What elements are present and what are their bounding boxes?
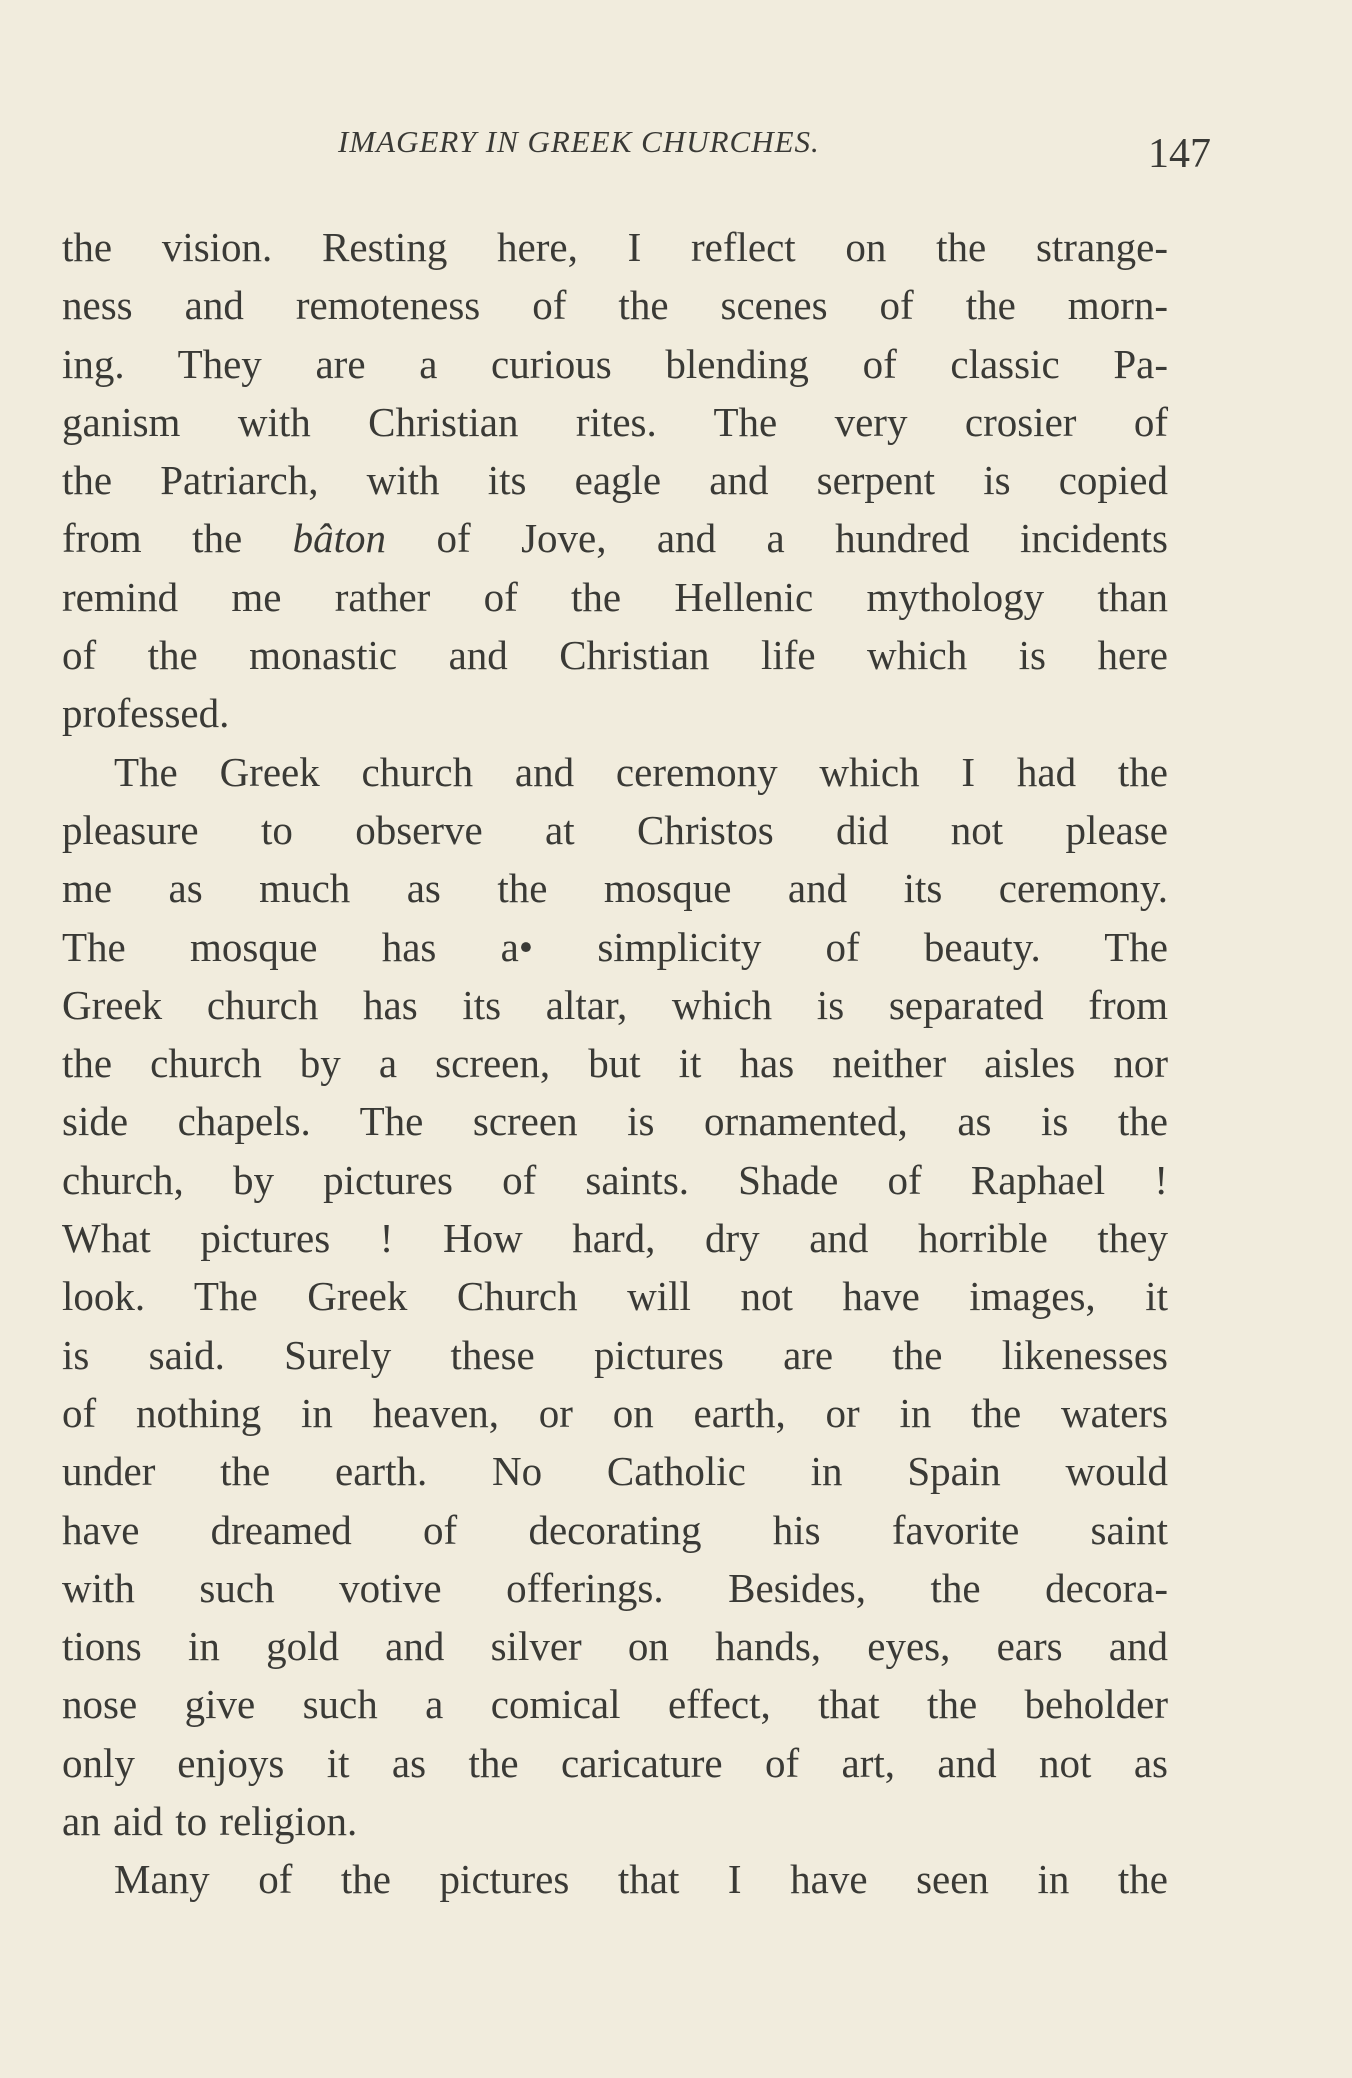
running-head: IMAGERY IN GREEK CHURCHES. xyxy=(338,124,820,159)
text-line: church, by pictures of saints. Shade of Raphael ! xyxy=(62,1156,1168,1203)
paragraph-start-line: The Greek church and ceremony which I had the xyxy=(114,748,1168,795)
text-line: What pictures ! How hard, dry and horrible they xyxy=(62,1215,1168,1262)
text-line: pleasure to observe at Christos did not please xyxy=(62,806,1168,853)
text-line: me as much as the mosque and its ceremony. xyxy=(62,865,1168,912)
text-line: an aid to religion. xyxy=(62,1798,358,1845)
text-line: the vision. Resting here, I reflect on the strange- xyxy=(62,224,1168,270)
text-line: with such votive offerings. Besides, the decora- xyxy=(62,1564,1168,1611)
text-line: ganism with Christian rites. The very crosier of xyxy=(62,398,1168,445)
text-line: have dreamed of decorating his favorite saint xyxy=(62,1506,1168,1553)
text-span: of Jove, and a hundred incidents xyxy=(386,515,1168,562)
text-line: is said. Surely these pictures are the likenesses xyxy=(62,1331,1168,1378)
text-line: the Patriarch, with its eagle and serpent is copied xyxy=(62,457,1168,504)
text-line xyxy=(62,509,1168,567)
text-line: under the earth. No Catholic in Spain would xyxy=(62,1448,1168,1495)
text-line: of nothing in heaven, or on earth, or in the waters xyxy=(62,1389,1168,1436)
text-line: ing. They are a curious blending of classic Pa- xyxy=(62,340,1168,387)
paragraph-start-line: Many of the pictures that I have seen in the xyxy=(114,1856,1168,1903)
page-number: 147 xyxy=(1148,131,1211,177)
text-line: only enjoys it as the caricature of art, and not as xyxy=(62,1739,1168,1786)
text-line: of the monastic and Christian life which is here xyxy=(62,632,1168,679)
text-line: nose give such a comical effect, that the beholder xyxy=(62,1681,1168,1728)
text-line: tions in gold and silver on hands, eyes, ears and xyxy=(62,1623,1168,1670)
italic-word: bâton xyxy=(292,515,387,562)
text-line: look. The Greek Church will not have images, it xyxy=(62,1273,1168,1320)
text-line: ness and remoteness of the scenes of the morn- xyxy=(62,282,1168,329)
text-line: The mosque has a• simplicity of beauty. The xyxy=(62,923,1168,970)
text-line: remind me rather of the Hellenic mythology than xyxy=(62,573,1168,620)
text-span: from the xyxy=(62,515,293,562)
text-line: professed. xyxy=(62,690,230,737)
text-line: side chapels. The screen is ornamented, as is the xyxy=(62,1098,1168,1145)
body-text xyxy=(62,218,1168,1909)
text-line: the church by a screen, but it has neither aisles nor xyxy=(62,1040,1168,1087)
text-line: Greek church has its altar, which is separated from xyxy=(62,981,1168,1028)
